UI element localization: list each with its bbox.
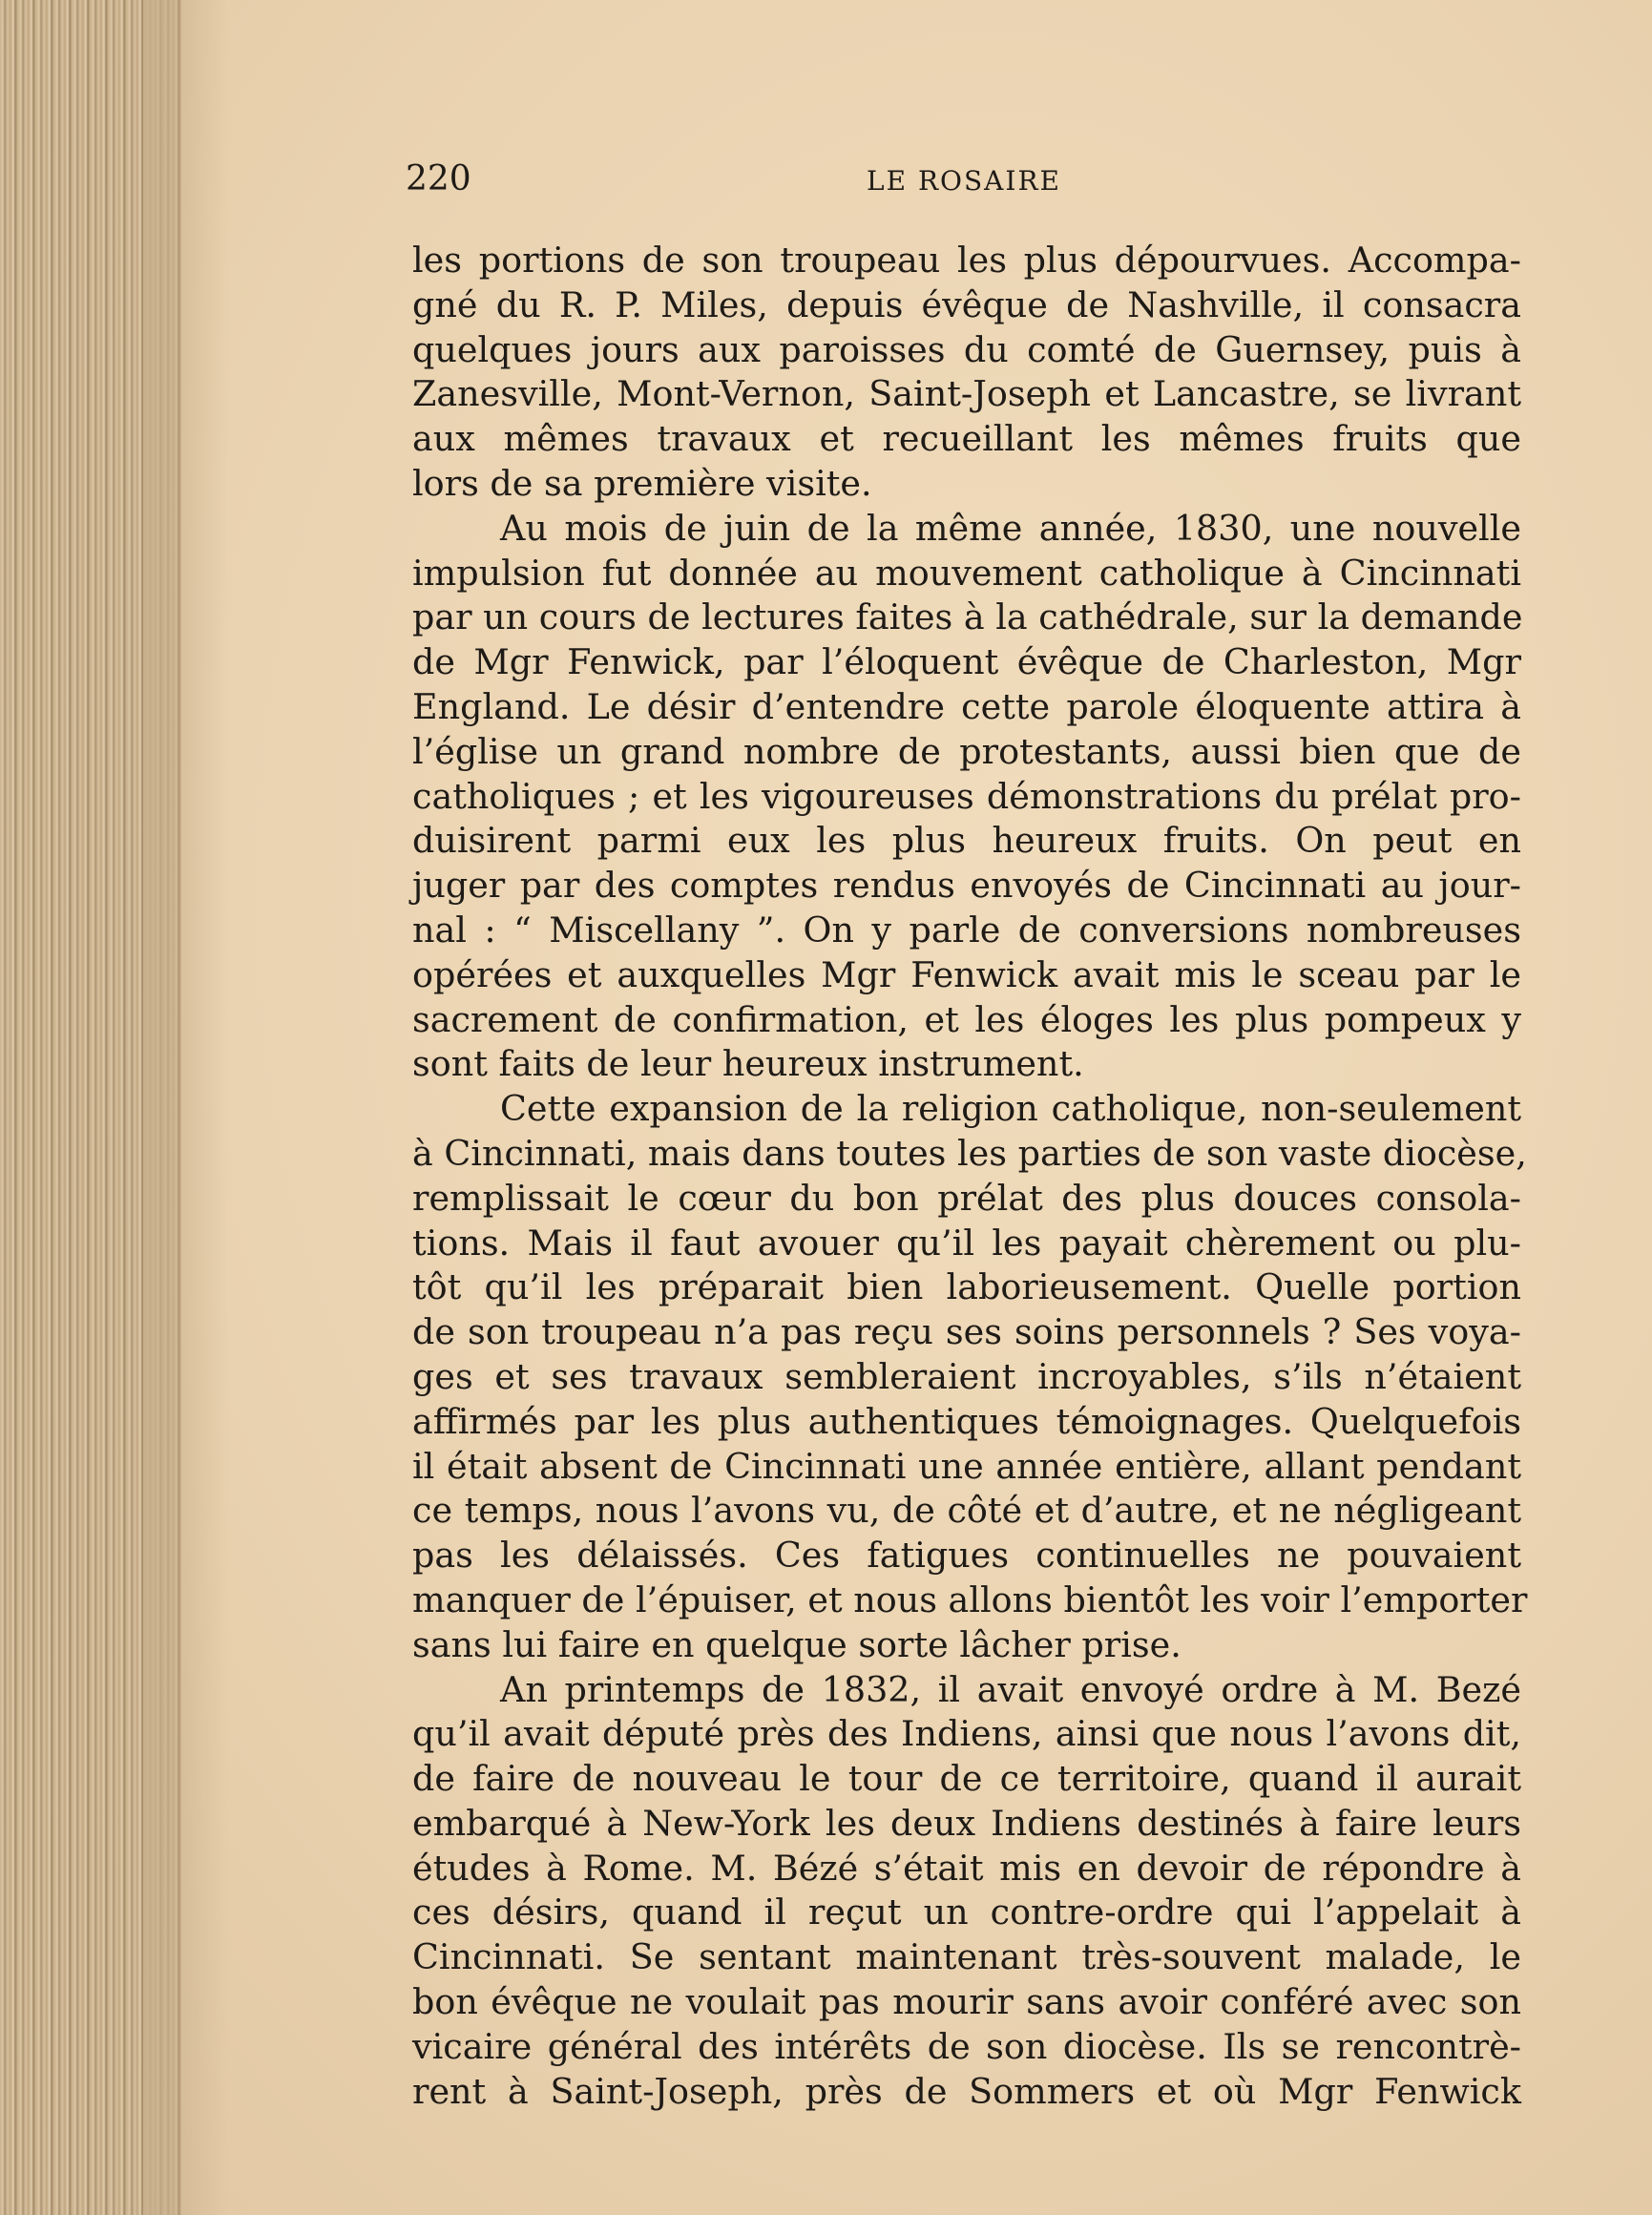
text-line: ce temps, nous l’avons vu, de côté et d’autre, et ne négligeant [412,1490,1521,1532]
text-line: Au mois de juin de la même année, 1830, une nouvelle [500,507,1521,549]
text-line: bon évêque ne voulait pas mourir sans avoir conféré avec son [412,1981,1521,2023]
text-line: sont faits de leur heureux instrument. [412,1043,1084,1085]
text-line: rent à Saint-Joseph, près de Sommers et où Mgr Fenwick [412,2070,1521,2112]
running-head [406,160,1522,202]
text-line: de faire de nouveau le tour de ce territoire, quand il aurait [412,1758,1521,1800]
running-title: LE ROSAIRE [867,165,1061,197]
text-line: de Mgr Fenwick, par l’éloquent évêque de Charleston, Mgr [412,641,1521,683]
text-line: England. Le désir d’entendre cette parole éloquente attira à [412,685,1521,727]
text-line: affirmés par les plus authentiques témoignages. Quelquefois [412,1400,1521,1442]
text-line: il était absent de Cincinnati une année entière, allant pendant [412,1445,1521,1487]
text-line: Cette expansion de la religion catholique, non-seulement [500,1088,1521,1130]
text-line: Cincinnati. Se sentant maintenant très-souvent malade, le [412,1936,1521,1978]
text-line: de son troupeau n’a pas reçu ses soins personnels ? Ses voya- [412,1311,1521,1353]
page-number: 220 [406,159,471,199]
text-line: l’église un grand nombre de protestants, aussi bien que de [412,730,1521,772]
gutter-shadow [143,0,229,2215]
text-line: par un cours de lectures faites à la cathédrale, sur la demande [412,596,1523,638]
text-line: nal : “ Miscellany ”. On y parle de conversions nombreuses [412,909,1521,951]
text-line: tions. Mais il faut avouer qu’il les payait chèrement ou plu- [412,1222,1521,1264]
text-line: ces désirs, quand il reçut un contre-ordre qui l’appelait à [412,1891,1521,1933]
text-line: vicaire général des intérêts de son diocèse. Ils se rencontrè- [412,2025,1521,2067]
text-line: remplissait le cœur du bon prélat des plus douces consola- [412,1177,1521,1219]
text-line: études à Rome. M. Bézé s’était mis en devoir de répondre à [412,1847,1521,1889]
text-line: impulsion fut donnée au mouvement catholique à Cincinnati [412,552,1521,594]
text-line: lors de sa première visite. [412,462,872,504]
text-line: sacrement de confirmation, et les éloges les plus pompeux y [412,998,1521,1040]
text-line: aux mêmes travaux et recueillant les mêmes fruits que [412,418,1521,460]
text-line: catholiques ; et les vigoureuses démonstrations du prélat pro- [412,775,1521,817]
text-line: à Cincinnati, mais dans toutes les parties de son vaste diocèse, [412,1132,1527,1174]
text-line: Zanesville, Mont-Vernon, Saint-Joseph et Lancastre, se livrant [412,373,1521,415]
text-line: pas les délaissés. Ces fatigues continuelles ne pouvaient [412,1535,1521,1577]
body-text [412,239,1528,2114]
text-line: qu’il avait député près des Indiens, ainsi que nous l’avons dit, [412,1713,1521,1755]
gutter-edge [178,0,180,2215]
text-line: opérées et auxquelles Mgr Fenwick avait mis le sceau par le [412,953,1521,995]
text-line: manquer de l’épuiser, et nous allons bientôt les voir l’emporter [412,1578,1528,1620]
text-line: An printemps de 1832, il avait envoyé ordre à M. Bezé [500,1668,1521,1710]
text-line: ges et ses travaux sembleraient incroyables, s’ils n’étaient [412,1355,1521,1397]
text-line: sans lui faire en quelque sorte lâcher prise. [412,1623,1181,1665]
text-line: juger par des comptes rendus envoyés de Cincinnati au jour- [412,865,1521,907]
text-line: gné du R. P. Miles, depuis évêque de Nashville, il consacra [412,283,1521,325]
text-line: duisirent parmi eux les plus heureux fruits. On peut en [412,820,1521,862]
text-line: embarqué à New-York les deux Indiens destinés à faire leurs [412,1802,1521,1844]
text-line: les portions de son troupeau les plus dépourvues. Accompa- [412,240,1521,281]
text-line: quelques jours aux paroisses du comté de Guernsey, puis à [412,328,1521,370]
text-line: tôt qu’il les préparait bien laborieusement. Quelle portion [412,1266,1521,1308]
